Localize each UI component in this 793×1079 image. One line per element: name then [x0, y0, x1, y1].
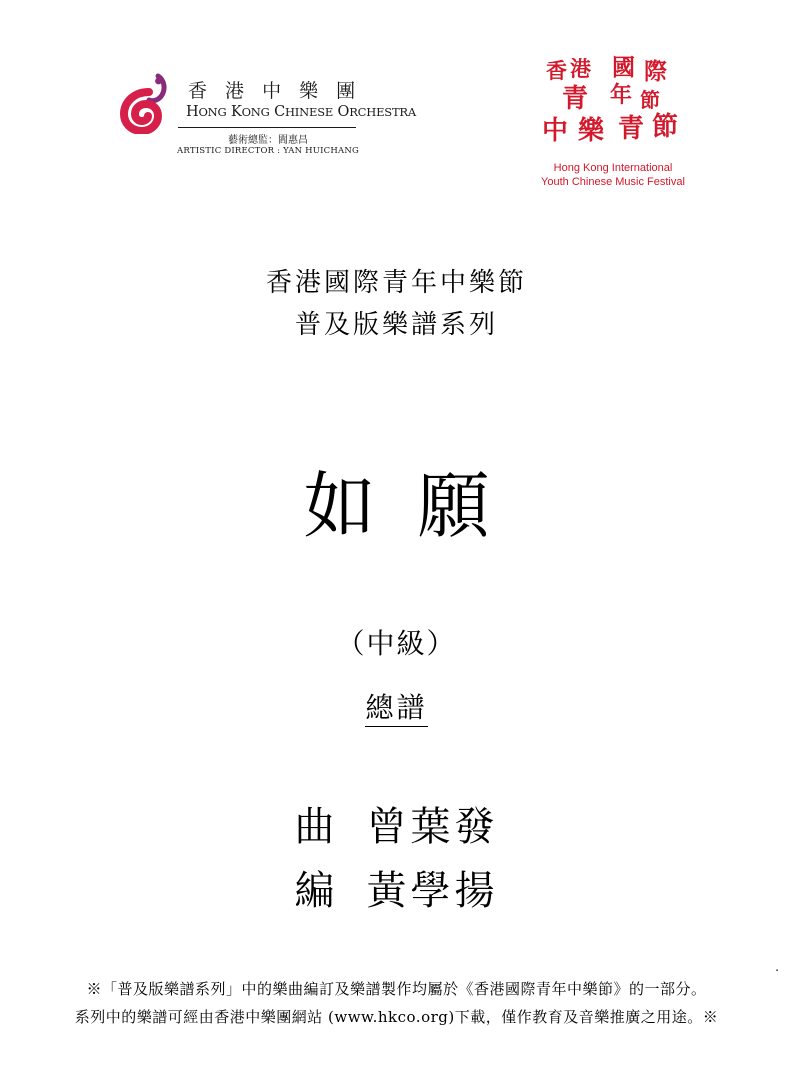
festival-art-char: 際 — [644, 58, 667, 85]
credits — [0, 795, 793, 923]
page-header — [0, 0, 793, 230]
hkco-name-en: HONG KONG CHINESE ORCHESTRA — [186, 104, 416, 120]
corner-dot-mark: . — [775, 960, 779, 974]
festival-art-char: 中 — [542, 116, 569, 146]
hkco-artistic-director-en: ARTISTIC DIRECTOR : YAN HUICHANG — [177, 146, 359, 156]
festival-name-en-line1: Hong Kong International — [553, 162, 673, 174]
footer-note-line2: 系列中的樂譜可經由香港中樂團網站 (www.hkco.org)下載，僅作教育及音樂推廣之用途。※ — [74, 1008, 719, 1026]
arranger-line — [0, 859, 793, 923]
festival-art-char: 年 — [610, 82, 633, 108]
hkco-name-zh: 香 港 中 樂 團 — [188, 80, 362, 102]
festival-name-en-line2: Youth Chinese Music Festival — [541, 176, 685, 188]
festival-art-char: 香 — [546, 58, 567, 83]
series-title-line2: 普及版樂譜系列 — [294, 310, 498, 340]
series-title-line1: 香港國際青年中樂節 — [265, 268, 527, 298]
festival-calligraphy-art — [536, 56, 696, 156]
festival-art-char: 節 — [640, 88, 660, 112]
festival-art-char: 節 — [652, 112, 679, 142]
arranger-name: 黃學揚 — [366, 868, 499, 914]
festival-art-char: 國 — [612, 54, 635, 81]
festival-art-char: 樂 — [578, 116, 605, 146]
arranger-role: 編 — [294, 868, 339, 914]
score-type-label — [0, 686, 793, 726]
composer-name: 曾葉發 — [366, 804, 499, 850]
level-label: （中級） — [336, 627, 457, 660]
hkco-artistic-director-zh: 藝術總監：閻惠昌 — [228, 135, 308, 146]
hkco-divider — [178, 127, 356, 128]
score-type-text: 總譜 — [365, 691, 427, 727]
composer-line — [0, 795, 793, 859]
hkco-spiral-phoenix-icon — [118, 72, 180, 134]
hkco-logo — [118, 72, 416, 182]
festival-name-en — [528, 161, 698, 189]
festival-art-char: 港 — [570, 56, 591, 81]
festival-logo — [528, 56, 698, 196]
footer-note-line1: ※「普及版樂譜系列」中的樂曲編訂及樂譜製作均屬於《香港國際青年中樂節》的一部分。 — [86, 980, 707, 998]
page-title: 如願 — [303, 464, 532, 548]
series-title — [0, 262, 793, 346]
footer-note — [0, 975, 793, 1031]
festival-art-char: 青 — [618, 114, 645, 144]
festival-art-char: 青 — [562, 84, 589, 114]
composer-role: 曲 — [294, 804, 339, 850]
